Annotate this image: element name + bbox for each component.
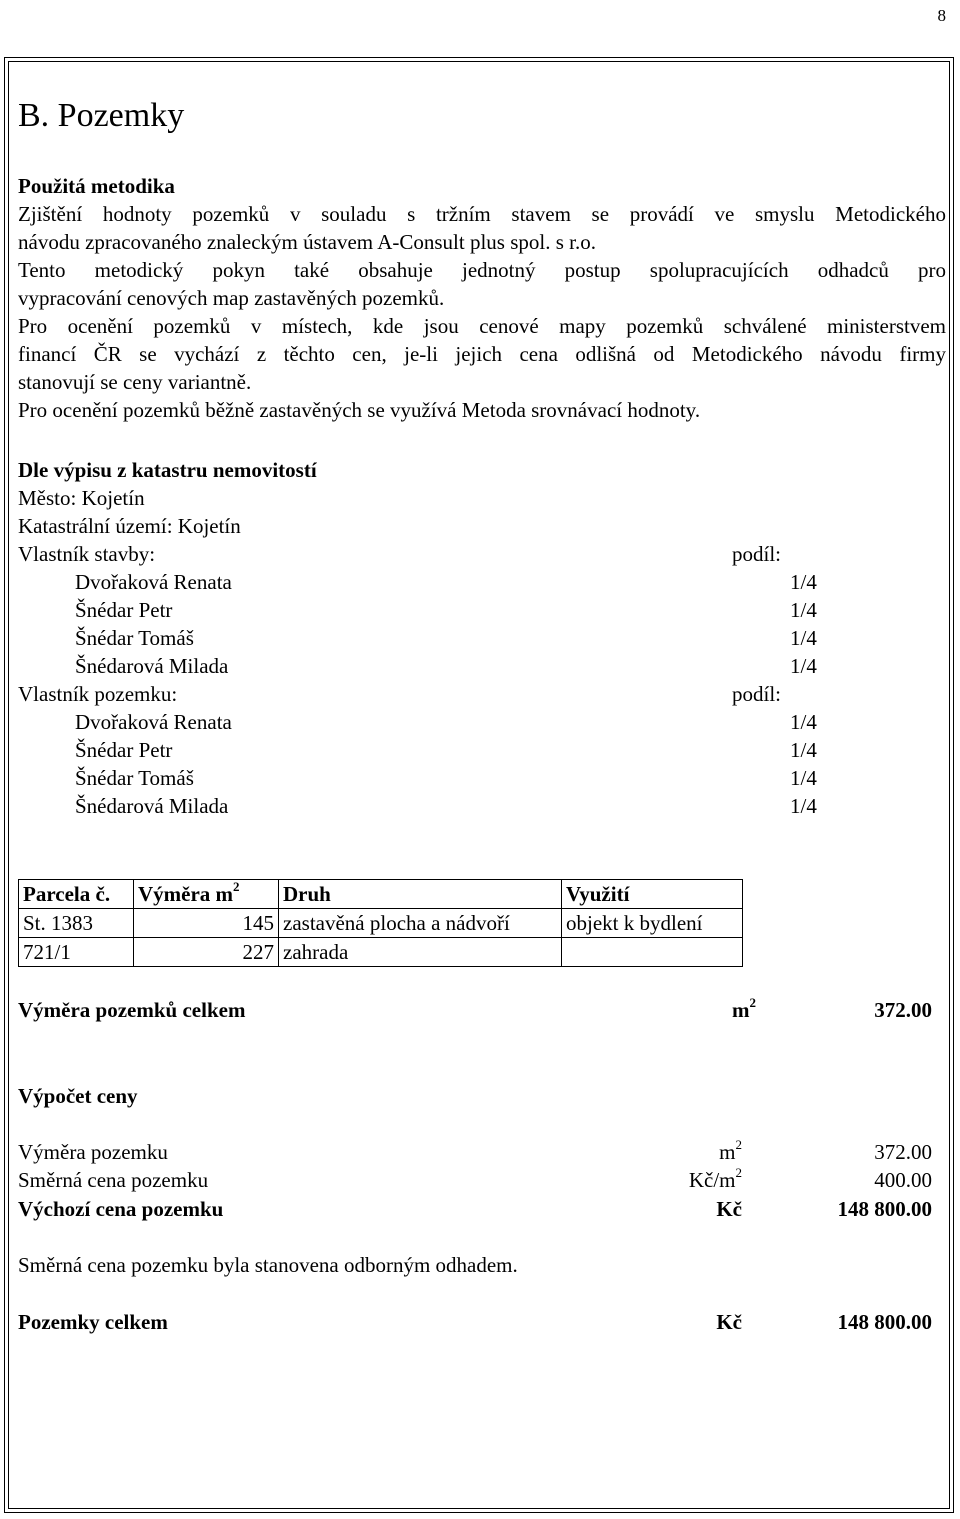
calc-unit [689,1166,742,1194]
building-owner-header [18,540,946,568]
type-cell: zahrada [279,938,562,967]
owner-name: Šnédarová Milada [75,654,229,678]
calc-unit-base: m [719,1140,736,1164]
section-title: B. Pozemky [18,97,185,134]
type-cell: zastavěná plocha a nádvoří [279,909,562,938]
owner-share: 1/4 [790,598,817,622]
building-owner-label: Vlastník stavby: [18,542,156,566]
parcel-cell: 721/1 [19,938,134,967]
owner-name: Šnédar Tomáš [75,626,194,650]
table-header-row [19,880,743,909]
land-owner-row [18,792,946,820]
calc-value: 400.00 [874,1168,932,1192]
methodology-para3-line1: Pro ocenění pozemků v místech, kde jsou cenové mapy pozemků schválené ministerstvem [18,314,946,338]
cadastre-heading: Dle výpisu z katastru nemovitostí [18,458,317,482]
land-total-row [18,1308,932,1336]
land-owner-row [18,764,946,792]
calc-value: 372.00 [874,1140,932,1164]
calculation-note: Směrná cena pozemku byla stanovena odborným odhadem. [18,1253,518,1277]
owner-share: 1/4 [790,794,817,818]
total-area-unit [732,996,756,1024]
use-header: Využití [562,880,743,909]
owner-share: 1/4 [790,766,817,790]
land-total-label: Pozemky celkem [18,1310,168,1334]
owner-share: 1/4 [790,570,817,594]
owner-share: 1/4 [790,738,817,762]
calc-label: Výměra pozemku [18,1140,168,1164]
building-share-label: podíl: [732,542,782,566]
calc-row [18,1195,932,1223]
parcel-header: Parcela č. [19,880,134,909]
land-total-unit: Kč [716,1310,742,1334]
calc-unit-sup: 2 [735,1165,742,1180]
use-cell: objekt k bydlení [562,909,743,938]
total-area-unit-sup: 2 [749,995,756,1010]
building-owner-row [18,596,946,624]
owner-name: Dvořaková Renata [75,710,232,734]
total-area-label: Výměra pozemků celkem [18,998,246,1022]
calc-label: Směrná cena pozemku [18,1168,209,1192]
building-owner-row [18,568,946,596]
calc-label: Výchozí cena pozemku [18,1197,224,1221]
building-owner-row [18,624,946,652]
owner-name: Šnédar Tomáš [75,766,194,790]
owner-name: Šnédarová Milada [75,794,229,818]
calc-row [18,1166,932,1194]
land-total-value: 148 800.00 [837,1310,932,1334]
owner-share: 1/4 [790,710,817,734]
owner-name: Šnédar Petr [75,598,173,622]
land-owner-header [18,680,946,708]
cadastre-city: Město: Kojetín [18,486,145,510]
land-owner-row [18,708,946,736]
methodology-para1-line2: návodu zpracovaného znaleckým ústavem A-Consult plus spol. s r.o. [18,230,596,254]
building-owner-row [18,652,946,680]
page-number: 8 [937,6,946,25]
table-row [19,938,743,967]
parcel-cell: St. 1383 [19,909,134,938]
total-area-value: 372.00 [874,998,932,1022]
owner-share: 1/4 [790,626,817,650]
parcels-table [18,879,743,967]
methodology-para2-line2: vypracování cenových map zastavěných pozemků. [18,286,445,310]
owner-name: Šnédar Petr [75,738,173,762]
area-header [134,880,279,909]
calc-row [18,1138,932,1166]
type-header: Druh [279,880,562,909]
methodology-section [18,172,946,424]
area-header-sup: 2 [233,879,240,894]
calc-unit [716,1195,742,1223]
area-cell: 145 [134,909,279,938]
table-row [19,909,743,938]
methodology-para1-line1: Zjištění hodnoty pozemků v souladu s tržním stavem se provádí ve smyslu Metodického [18,202,946,226]
methodology-para2-line1: Tento metodický pokyn také obsahuje jednotný postup spolupracujících odhadců pro [18,258,946,282]
total-area-row [18,996,932,1024]
calc-unit [719,1138,742,1166]
calc-unit-base: Kč/m [688,1168,736,1192]
area-header-label: Výměra m [138,882,234,906]
cadastre-area: Katastrální území: Kojetín [18,514,241,538]
methodology-para4: Pro ocenění pozemků běžně zastavěných se využívá Metoda srovnávací hodnoty. [18,398,701,422]
owner-name: Dvořaková Renata [75,570,232,594]
cadastre-section [18,456,946,820]
area-cell: 227 [134,938,279,967]
calc-unit-sup: 2 [735,1137,742,1152]
land-owner-label: Vlastník pozemku: [18,682,178,706]
use-cell [562,938,743,967]
methodology-heading: Použitá metodika [18,174,175,198]
calculation-heading: Výpočet ceny [18,1084,138,1108]
methodology-para3-line3: stanovují se ceny variantně. [18,370,252,394]
methodology-para3-line2: financí ČR se vychází z těchto cen, je-li jejich cena odlišná od Metodického návodu firmy [18,342,946,366]
calc-value: 148 800.00 [837,1197,932,1221]
calc-unit-base: Kč [716,1197,742,1221]
owner-share: 1/4 [790,654,817,678]
land-owner-row [18,736,946,764]
total-area-unit-base: m [732,998,750,1022]
land-share-label: podíl: [732,682,782,706]
